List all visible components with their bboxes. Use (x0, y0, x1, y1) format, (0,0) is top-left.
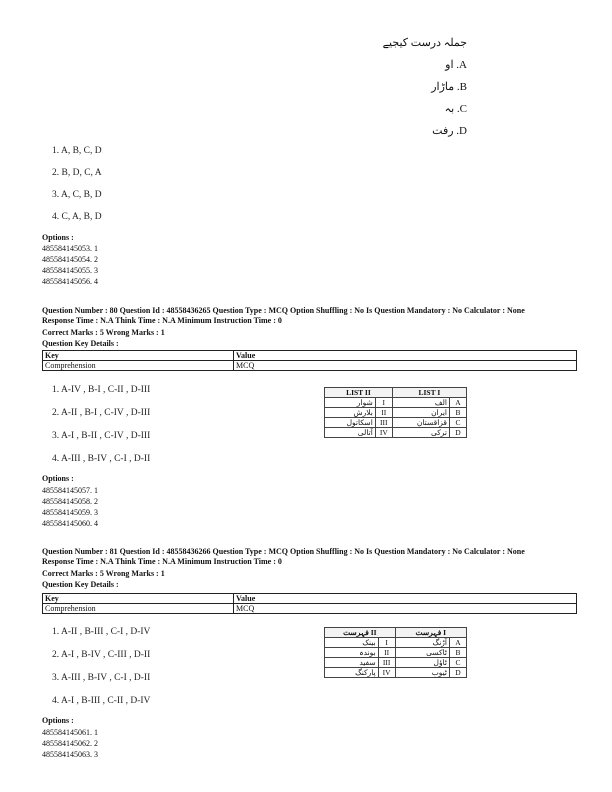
q80-response-time: Response Time : N.A Think Time : N.A Minimum Instruction Time : 0 (42, 316, 282, 325)
table-row (325, 408, 467, 418)
answer-option-1: 1. A-IV , B-I , C-II , D-III (52, 385, 151, 395)
answer-option-2: 2. B, D, C, A (52, 168, 102, 178)
letter-cell: D (450, 668, 467, 678)
list2-cell: بینک (325, 638, 379, 648)
letter-cell: A (450, 638, 467, 648)
options-label: Options : (42, 716, 74, 725)
key-header: Key (43, 351, 234, 361)
q80-marks: Correct Marks : 5 Wrong Marks : 1 (42, 328, 165, 337)
option-id-1: 485584145061. 1 (42, 728, 98, 737)
table-row (325, 648, 467, 658)
list2-title: فہرست II (325, 628, 396, 638)
option-id-1: 485584145053. 1 (42, 244, 98, 253)
q80-key-table (42, 350, 577, 371)
list1-cell: آڑنگ (395, 638, 449, 648)
answer-option-4: 4. A-I , B-III , C-II , D-IV (52, 696, 151, 706)
list1-cell: ترکی (392, 428, 449, 438)
list1-cell: ایران (392, 408, 449, 418)
key-cell: Comprehension (43, 604, 234, 614)
list2-cell: پارکنگ (325, 668, 379, 678)
q81-key-table (42, 593, 577, 614)
option-id-2: 485584145062. 2 (42, 739, 98, 748)
roman-cell: III (375, 418, 392, 428)
roman-cell: IV (378, 668, 395, 678)
answer-option-3: 3. A-III , B-IV , C-I , D-II (52, 673, 151, 683)
option-id-3: 485584145055. 3 (42, 266, 98, 275)
value-cell: MCQ (234, 361, 577, 371)
answer-option-4: 4. A-III , B-IV , C-I , D-II (52, 454, 151, 464)
list2-cell: شوار (325, 398, 376, 408)
roman-cell: I (378, 638, 395, 648)
letter-cell: B (450, 408, 467, 418)
answer-option-2: 2. A-I , B-IV , C-III , D-II (52, 650, 151, 660)
answer-option-2: 2. A-II , B-I , C-IV , D-III (52, 408, 151, 418)
urdu-option-d: D. رفت (432, 125, 467, 137)
letter-cell: D (450, 428, 467, 438)
list1-title: فہرست I (395, 628, 466, 638)
options-label: Options : (42, 233, 74, 242)
option-id-2: 485584145058. 2 (42, 497, 98, 506)
answer-option-1: 1. A-II , B-III , C-I , D-IV (52, 627, 151, 637)
list2-cell: سفید (325, 658, 379, 668)
letter-cell: C (450, 418, 467, 428)
letter-cell: A (450, 398, 467, 408)
q81-header: Question Number : 81 Question Id : 48558436266 Question Type : MCQ Option Shuffling : No Is Question Mandatory : No Calculator : None (42, 547, 525, 556)
q81-match-table (324, 627, 467, 678)
list1-cell: ٹاؤل (395, 658, 449, 668)
urdu-instruction: جملہ درست کیجیے (382, 37, 467, 49)
value-cell: MCQ (234, 604, 577, 614)
option-id-2: 485584145054. 2 (42, 255, 98, 264)
table-row (325, 428, 467, 438)
roman-cell: I (375, 398, 392, 408)
q81-marks: Correct Marks : 5 Wrong Marks : 1 (42, 569, 165, 578)
list2-title: LIST II (325, 388, 393, 398)
list2-cell: بوندہ (325, 648, 379, 658)
q81-key-details: Question Key Details : (42, 580, 119, 589)
list1-cell: الف (392, 398, 449, 408)
option-id-4: 485584145056. 4 (42, 277, 98, 286)
letter-cell: B (450, 648, 467, 658)
answer-option-3: 3. A, C, B, D (52, 190, 102, 200)
table-row (325, 658, 467, 668)
key-header: Key (43, 594, 234, 604)
list2-cell: آتالی (325, 428, 376, 438)
roman-cell: II (378, 648, 395, 658)
table-row (325, 668, 467, 678)
options-label: Options : (42, 474, 74, 483)
option-id-3: 485584145059. 3 (42, 508, 98, 517)
roman-cell: III (378, 658, 395, 668)
roman-cell: II (375, 408, 392, 418)
table-row (325, 638, 467, 648)
q81-response-time: Response Time : N.A Think Time : N.A Minimum Instruction Time : 0 (42, 557, 282, 566)
answer-option-4: 4. C, A, B, D (52, 212, 102, 222)
list1-cell: ٹاکسی (395, 648, 449, 658)
table-row (325, 398, 467, 408)
answer-option-3: 3. A-I , B-II , C-IV , D-III (52, 431, 151, 441)
q80-header: Question Number : 80 Question Id : 48558436265 Question Type : MCQ Option Shuffling : No Is Question Mandatory : No Calculator : None (42, 306, 525, 315)
answer-option-1: 1. A, B, C, D (52, 146, 102, 156)
value-header: Value (234, 351, 577, 361)
urdu-option-b: B. ماڑار (431, 81, 467, 93)
list1-cell: ٹیوب (395, 668, 449, 678)
urdu-option-c: C. بہ (444, 103, 467, 115)
q80-key-details: Question Key Details : (42, 339, 119, 348)
letter-cell: C (450, 658, 467, 668)
list1-title: LIST I (392, 388, 466, 398)
value-header: Value (234, 594, 577, 604)
option-id-4: 485584145060. 4 (42, 519, 98, 528)
table-row (325, 418, 467, 428)
key-cell: Comprehension (43, 361, 234, 371)
option-id-1: 485584145057. 1 (42, 486, 98, 495)
list2-cell: بلارش (325, 408, 376, 418)
option-id-3: 485584145063. 3 (42, 750, 98, 759)
list1-cell: قزاقستان (392, 418, 449, 428)
list2-cell: اسکاتول (325, 418, 376, 428)
urdu-option-a: A. او (445, 59, 467, 71)
roman-cell: IV (375, 428, 392, 438)
q80-match-table (324, 387, 467, 438)
